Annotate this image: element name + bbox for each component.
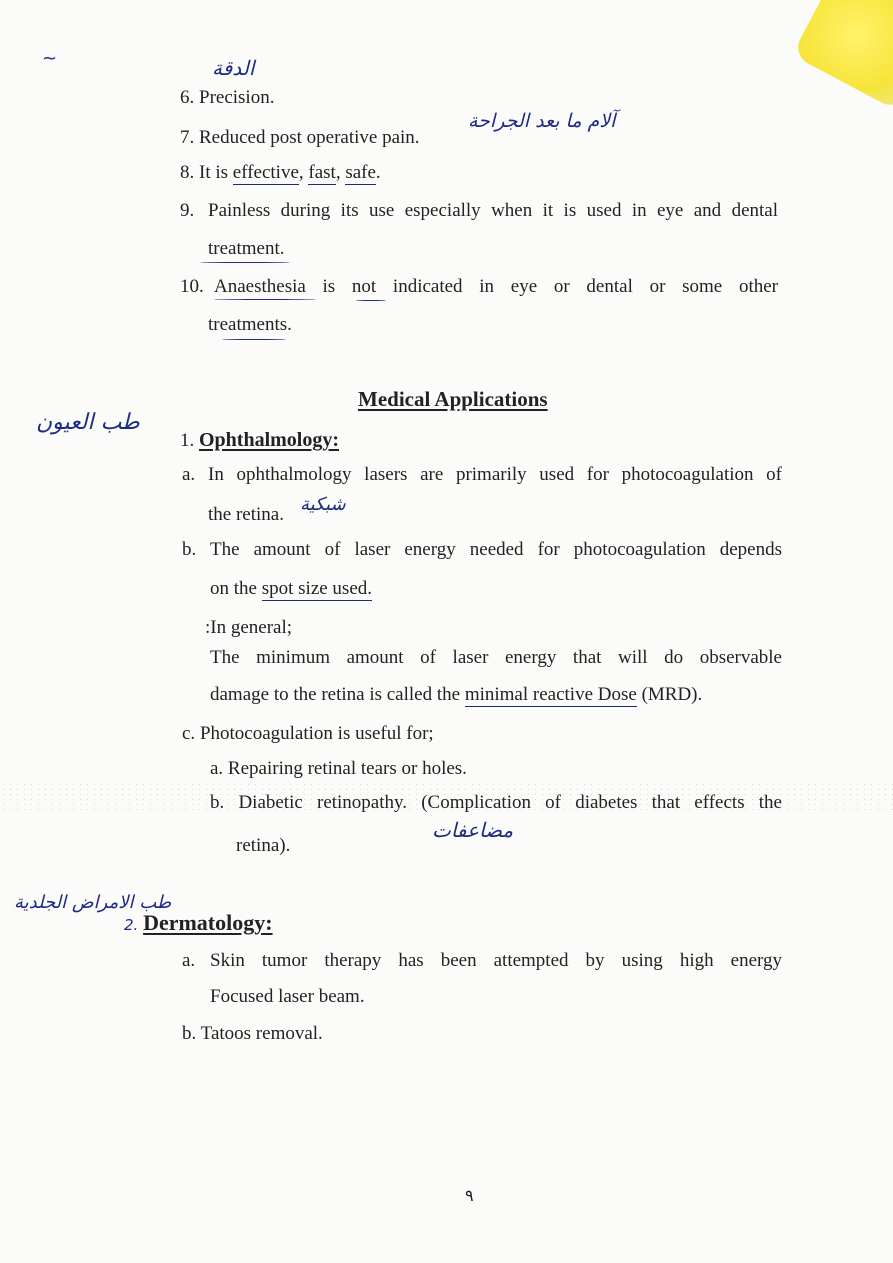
list-item-10-line1: Anaesthesia is not indicated in eye or dental or some other (214, 276, 778, 297)
handwritten-skin-doctor: طب الامراض الجلدية (14, 892, 172, 913)
underlined-minimal-reactive-dose: minimal reactive Dose (464, 684, 637, 705)
list-item-10-line2: treatments. (208, 314, 292, 335)
ophthalmology-heading: 1. Ophthalmology: (180, 429, 340, 451)
list-item-9: 9. (180, 200, 195, 221)
mrd-line1: The minimum amount of laser energy that will do observable (210, 647, 782, 668)
list-item-9-line1: Painless during its use especially when it is used in eye and dental (208, 200, 778, 221)
list-item-10: 10. (180, 276, 204, 297)
list-item-6: 6. Precision. (180, 87, 275, 108)
pen-underline (356, 300, 386, 301)
ophthalmology-a-line1: In ophthalmology lasers are primarily used for photocoagulation of (208, 464, 782, 485)
page-number: ٩ (465, 1186, 474, 1205)
in-general: :In general; (205, 617, 293, 638)
section-title: Medical Applications (358, 387, 548, 411)
ophthalmology-c-b-line1: b. Diabetic retinopathy. (Complication of diabetes that effects the (210, 792, 782, 813)
pen-underline (222, 339, 286, 340)
ophthalmology-c-a: a. Repairing retinal tears or holes. (210, 758, 467, 779)
ophthalmology-b-label: b. (182, 539, 197, 560)
handwritten-retina-note: شبكية (300, 494, 346, 515)
list-item-9-line2: treatment. (208, 238, 285, 259)
pen-underline (214, 299, 316, 300)
ophthalmology-a-line2: the retina. (208, 504, 284, 525)
ophthalmology-c: c. Photocoagulation is useful for; (182, 723, 434, 744)
dermatology-a-line2: Focused laser beam. (210, 986, 365, 1007)
ophthalmology-b-line1: The amount of laser energy needed for photocoagulation depends (210, 539, 782, 560)
mrd-line2: damage to the retina is called the minimal reactive Dose (MRD). (210, 684, 703, 705)
underlined-spot-size: spot size used. (261, 578, 373, 599)
underlined-effective: effective (232, 162, 299, 183)
dermatology-heading: 2. Dermatology: (124, 910, 273, 935)
pen-underline (200, 262, 290, 263)
dermatology-a-line1: Skin tumor therapy has been attempted by using high energy (210, 950, 782, 971)
underlined-safe: safe (345, 162, 376, 183)
sticky-note-corner (792, 0, 893, 111)
handwritten-complications-note: مضاعفات (432, 818, 514, 842)
ophthalmology-c-b-line2: retina). (236, 835, 291, 856)
dermatology-b: b. Tatoos removal. (182, 1023, 323, 1044)
dermatology-a-label: a. (182, 950, 196, 971)
handwritten-mark: ~ (42, 48, 58, 69)
list-item-7: 7. Reduced post operative pain. (180, 127, 420, 148)
list-item-8: 8. It is effective, fast, safe. (180, 162, 381, 183)
handwritten-pain-note: آلام ما بعد الجراحة (468, 110, 616, 132)
handwritten-precision-note: الدقة (212, 56, 255, 80)
handwritten-eye-doctor: طب العيون (36, 410, 140, 435)
ophthalmology-a-label: a. (182, 464, 196, 485)
ophthalmology-b-line2: on the spot size used. (210, 578, 373, 599)
underlined-fast: fast (308, 162, 336, 183)
